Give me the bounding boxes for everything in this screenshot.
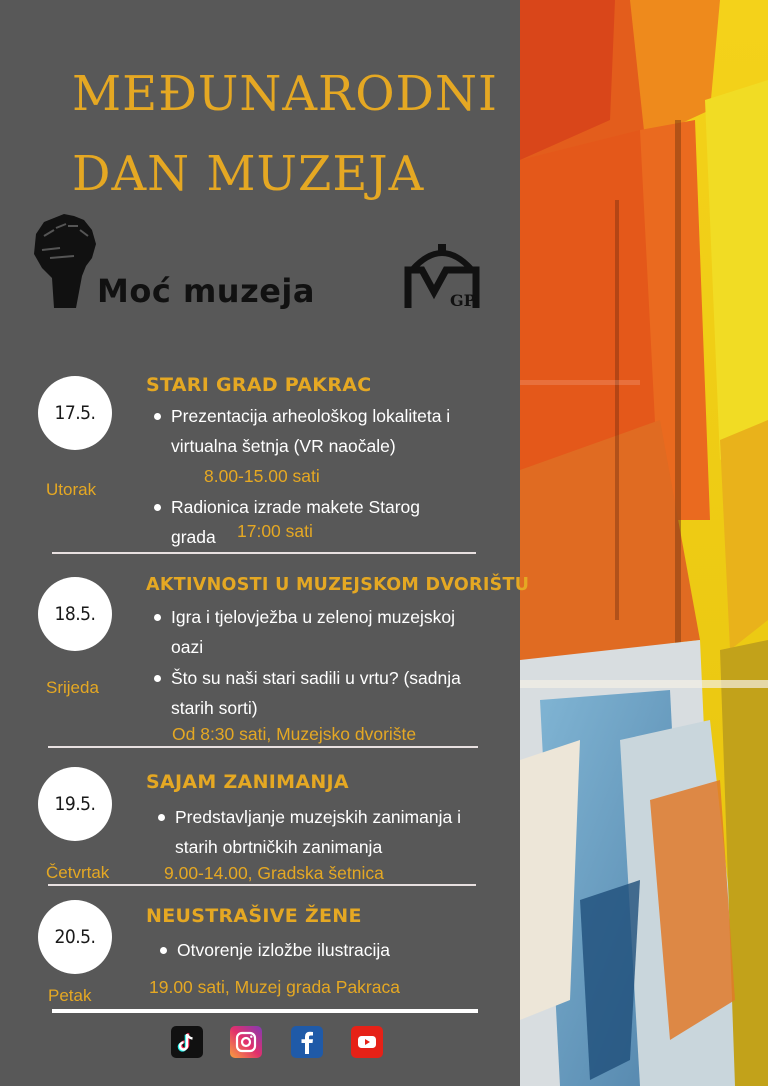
instagram-icon[interactable] [230, 1026, 262, 1058]
event-item: Igra i tjelovježba u zelenoj muzejskoj oazi [171, 602, 455, 662]
mgp-logo [402, 240, 482, 316]
event-time: 9.00-14.00, Gradska šetnica [164, 863, 384, 883]
event-time: 17:00 sati [237, 521, 313, 541]
event-item: Radionica izrade makete Starog grada [171, 492, 420, 552]
event-heading: STARI GRAD PAKRAC [146, 374, 372, 396]
divider [48, 884, 476, 886]
youtube-icon[interactable] [351, 1026, 383, 1058]
weekday: Petak [48, 986, 92, 1005]
weekday: Četvrtak [46, 863, 110, 882]
event-time: Od 8:30 sati, Muzejsko dvorište [172, 724, 417, 744]
divider [48, 746, 478, 748]
weekday: Utorak [46, 480, 97, 499]
divider [52, 552, 476, 554]
event-heading: SAJAM ZANIMANJA [146, 771, 349, 793]
title-line-2: DAN MUZEJA [72, 146, 425, 202]
date-circle: 19.5. [38, 767, 112, 841]
event-heading: NEUSTRAŠIVE ŽENE [146, 905, 362, 927]
facebook-icon[interactable] [291, 1026, 323, 1058]
title-line-1: MEĐUNARODNI [72, 66, 498, 122]
date-circle: 17.5. [38, 376, 112, 450]
abstract-painting [520, 0, 768, 1086]
event-time: 19.00 sati, Muzej grada Pakraca [149, 977, 400, 997]
slogan: Moć muzeja [97, 272, 315, 310]
event-time: 8.00-15.00 sati [204, 466, 320, 486]
date-circle: 18.5. [38, 577, 112, 651]
raised-fist-icon [30, 208, 100, 314]
event-item: Što su naši stari sadili u vrtu? (sadnja starih sorti) [171, 663, 461, 723]
event-item: Otvorenje izložbe ilustracija [177, 935, 390, 965]
event-item: Prezentacija arheološkog lokaliteta i virtualna šetnja (VR naočale) [171, 401, 450, 461]
event-heading: AKTIVNOSTI U MUZEJSKOM DVORIŠTU [146, 575, 530, 595]
event-item: Predstavljanje muzejskih zanimanja i starih obrtničkih zanimanja [175, 802, 461, 862]
date-circle: 20.5. [38, 900, 112, 974]
divider [52, 1009, 478, 1013]
tiktok-icon[interactable] [171, 1026, 203, 1058]
svg-text:GP: GP [450, 291, 476, 310]
weekday: Srijeda [46, 678, 99, 697]
